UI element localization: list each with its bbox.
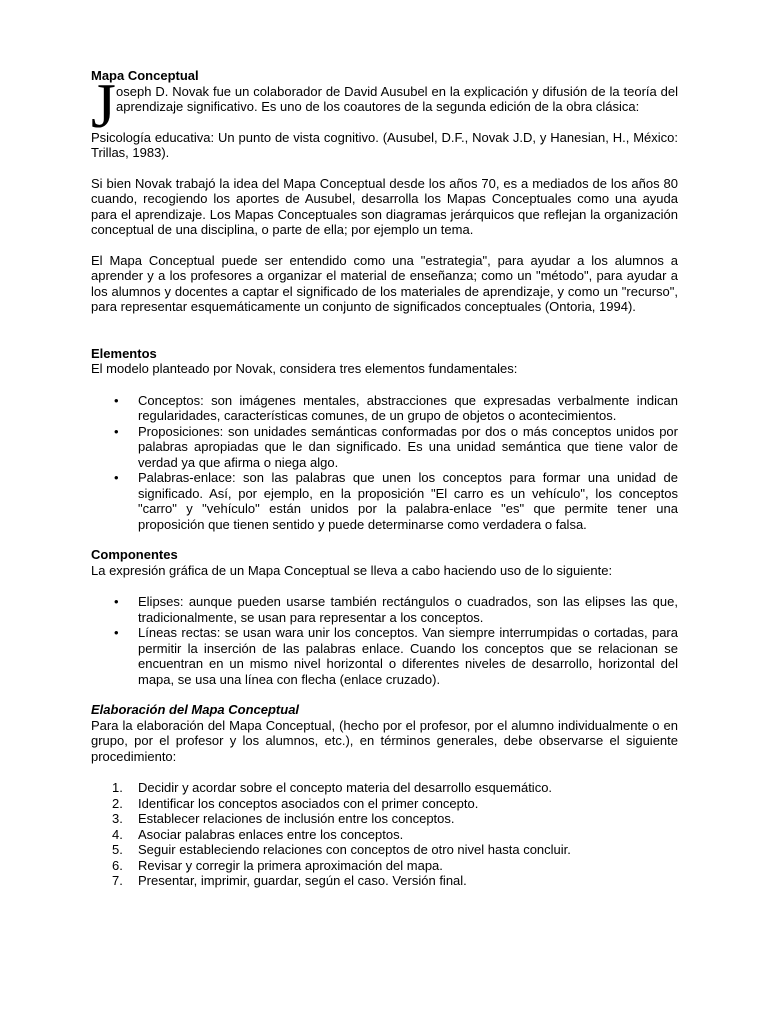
list-item: • Palabras-enlace: son las palabras que unen los conceptos para formar una unidad de significado. Así, por ejemplo, en la proposición "El carro es un vehículo", los conceptos "carro" y "vehículo" están unidos por la palabra-enlace "es" que permite tener una proposición que tienen sentido y puede determinarse como verdadera o falsa. — [114, 470, 678, 532]
list-item: • Líneas rectas: se usan wara unir los conceptos. Van siempre interrumpidas o cortadas, para permitir la inserción de las palabras enlace. Cuando los conceptos que se relacionan se encuentran en un mismo nivel horizontal o diferentes niveles de desarrollo, horizontal del mapa, se usa una línea con flecha (enlace cruzado). — [114, 625, 678, 687]
bullet-icon: • — [114, 470, 119, 485]
list-item: 5. Seguir estableciendo relaciones con conceptos de otro nivel hasta concluir. — [112, 842, 571, 857]
paragraph-strategy: El Mapa Conceptual puede ser entendido como una "estrategia", para ayudar a los alumnos a aprender y a los profesores a organizar el material de enseñanza; como un "método", para ayudar a los alumnos y docentes a captar el significado de los materiales de aprendizaje, y como un "recurso", para representar esquemáticamente un conjunto de significados conceptuales (Ontoria, 1994). — [91, 252, 678, 314]
bullet-icon: • — [114, 423, 119, 439]
document-page — [91, 68, 678, 889]
list-item: 2. Identificar los conceptos asociados con el primer concepto. — [112, 795, 479, 811]
list-item: • Conceptos: son imágenes mentales, abstracciones que expresadas verbalmente indican regularidades, características comunes, de un grupo de objetos o acontecimientos. — [114, 392, 678, 423]
elementos-intro: El modelo planteado por Novak, considera tres elementos fundamentales: — [91, 361, 518, 376]
intro-citation: Psicología educativa: Un punto de vista cognitivo. (Ausubel, D.F., Novak J.D, y Hanesian, H., México: Trillas, 1983). — [91, 129, 678, 160]
elementos-list — [91, 393, 678, 533]
componentes-intro: La expresión gráfica de un Mapa Conceptual se lleva a cabo haciendo uso de lo siguiente: — [91, 562, 613, 578]
elaboracion-steps — [91, 780, 678, 889]
list-item: 7. Presentar, imprimir, guardar, según el caso. Versión final. — [112, 873, 467, 888]
list-item: 4. Asociar palabras enlaces entre los conceptos. — [112, 826, 404, 842]
list-item: • Proposiciones: son unidades semánticas conformadas por dos o más conceptos unidos por palabras apropiadas que le dan significado. Es una unidad semántica que tiene valor de verdad ya que afirma o niega algo. — [114, 423, 678, 470]
bullet-icon: • — [114, 594, 119, 609]
intro-first-lines: oseph D. Novak fue un colaborador de David Ausubel en la explicación y difusión de la teoría del aprendizaje significativo. Es uno de los coautores de la segunda edición de la obra clásica: — [116, 83, 678, 114]
list-item: 6. Revisar y corregir la primera aproximación del mapa. — [112, 857, 443, 873]
section-heading-elementos: Elementos — [91, 345, 157, 361]
section-heading-elaboracion: Elaboración del Mapa Conceptual — [91, 702, 300, 717]
list-item: 3. Establecer relaciones de inclusión entre los conceptos. — [112, 811, 455, 826]
list-item: 1. Decidir y acordar sobre el concepto materia del desarrollo esquemático. — [112, 780, 553, 795]
section-heading-componentes: Componentes — [91, 547, 178, 562]
paragraph-novak-history: Si bien Novak trabajó la idea del Mapa Conceptual desde los años 70, es a mediados de los años 80 cuando, recogiendo los aportes de Ausubel, desarrolla los Mapas Conceptuales como una ayuda para el aprendizaje. Los Mapas Conceptuales son diagramas jerárquicos que reflejan la organización conceptual de una disciplina, o parte de ella; por ejemplo un tema. — [91, 175, 678, 237]
bullet-icon: • — [114, 392, 119, 408]
componentes-list — [91, 594, 678, 687]
list-item: • Elipses: aunque pueden usarse también rectángulos o cuadrados, son las elipses las que, tradicionalmente, se usan para representar a los conceptos. — [114, 594, 678, 625]
bullet-icon: • — [114, 625, 119, 640]
page-title: Mapa Conceptual — [91, 68, 199, 83]
elaboracion-intro: Para la elaboración del Mapa Conceptual, (hecho por el profesor, por el alumno individualmente o en grupo, por el profesor y los alumnos, etc.), en términos generales, debe observarse el siguiente procedimiento: — [91, 717, 678, 764]
drop-cap: J — [91, 69, 116, 141]
